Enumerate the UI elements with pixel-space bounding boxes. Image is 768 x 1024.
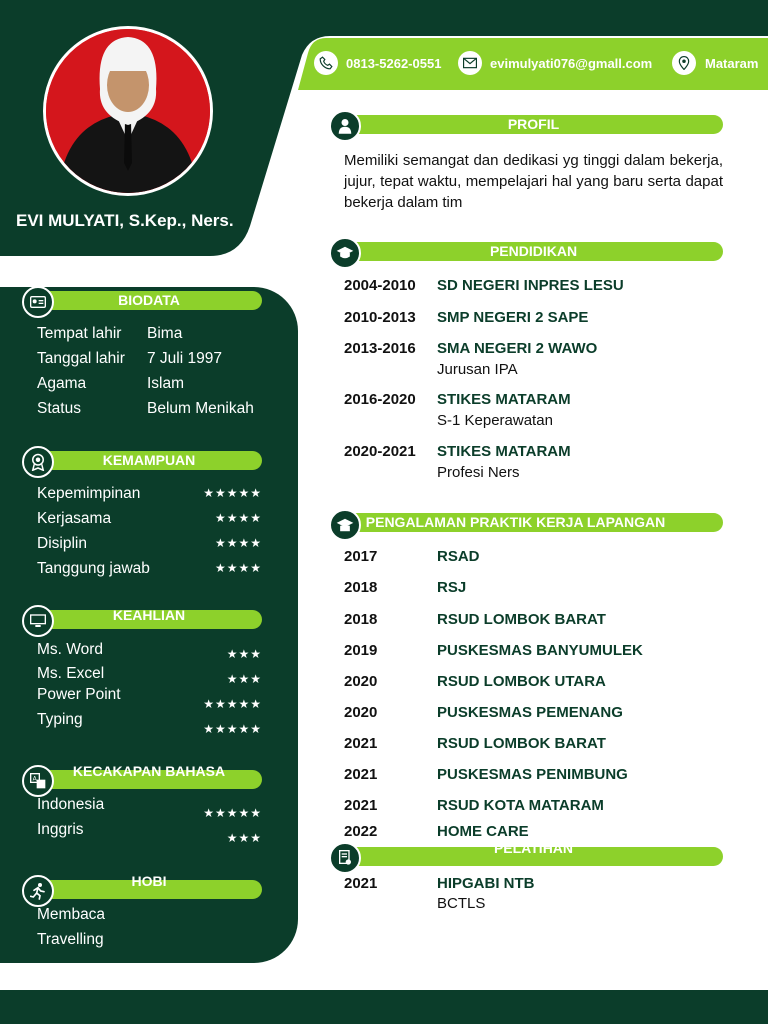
experience-place: RSUD LOMBOK BARAT [437, 735, 606, 752]
experience-place: RSJ [437, 579, 467, 596]
experience-year: 2018 [344, 579, 378, 596]
language-label: Indonesia [37, 796, 105, 813]
education-school: STIKES MATARAM [437, 391, 571, 408]
biodata-label: Agama [37, 375, 87, 392]
expertise-label: Ms. Word [37, 641, 104, 658]
expertise-label: Power Point [37, 686, 121, 703]
education-school: STIKES MATARAM [437, 443, 571, 460]
pelatihan-title: PELATIHAN [493, 840, 574, 856]
training-year: 2021 [344, 875, 378, 892]
pengalaman-title: PENGALAMAN PRAKTIK KERJA LAPANGAN [365, 514, 666, 530]
training-detail: BCTLS [437, 895, 486, 912]
translate-language-icon [22, 765, 54, 797]
experience-year: 2022 [344, 823, 378, 840]
biodata-label: Tempat lahir [37, 325, 122, 342]
experience-place: PUSKESMAS PEMENANG [437, 704, 623, 721]
experience-year: 2017 [344, 548, 378, 565]
certificate-icon [329, 842, 361, 874]
experience-year: 2020 [344, 673, 378, 690]
bahasa-title: KECAKAPAN BAHASA [72, 763, 226, 779]
education-school: SD NEGERI INPRES LESU [437, 277, 624, 294]
education-years: 2013-2016 [344, 340, 416, 357]
location-text: Mataram [705, 55, 759, 71]
education-school: SMP NEGERI 2 SAPE [437, 309, 589, 326]
education-major: S-1 Keperawatan [437, 412, 553, 429]
experience-place: HOME CARE [437, 823, 529, 840]
award-medal-icon [22, 446, 54, 478]
experience-place: RSUD KOTA MATARAM [437, 797, 604, 814]
biodata-label: Tanggal lahir [37, 350, 125, 367]
biodata-value: Islam [147, 375, 185, 392]
star-rating: ★★★★ [214, 511, 262, 525]
experience-place: RSAD [437, 548, 480, 565]
experience-year: 2021 [344, 735, 378, 752]
star-rating: ★★★★★ [203, 486, 262, 500]
star-rating: ★★★★ [214, 536, 262, 550]
briefcase-cap-icon [329, 509, 361, 541]
expertise-label: Typing [37, 711, 83, 728]
experience-place: RSUD LOMBOK UTARA [437, 673, 606, 690]
star-rating: ★★★★ [214, 561, 262, 575]
profile-photo [43, 26, 213, 196]
experience-place: RSUD LOMBOK BARAT [437, 611, 606, 628]
profil-title: PROFIL [507, 116, 560, 132]
hobi-title: HOBI [131, 873, 167, 889]
footer-bar [0, 990, 768, 1024]
id-card-icon [22, 286, 54, 318]
profil-description: Memiliki semangat dan dedikasi yg tinggi dalam bekerja, jujur, tepat waktu, mempelajari hal yang baru serta dapat bekerja dalam tim [344, 152, 723, 211]
hobby-item: Travelling [37, 931, 104, 948]
keahlian-title: KEAHLIAN [112, 607, 186, 623]
skill-label: Disiplin [37, 535, 87, 552]
computer-monitor-icon [22, 605, 54, 637]
education-years: 2020-2021 [344, 443, 416, 460]
skill-label: Tanggung jawab [37, 560, 150, 577]
graduation-cap-icon [329, 237, 361, 269]
education-major: Profesi Ners [437, 464, 520, 481]
expertise-label: Ms. Excel [37, 665, 105, 682]
biodata-value: 7 Juli 1997 [147, 350, 222, 367]
training-name: HIPGABI NTB [437, 875, 535, 892]
location-pin-icon [672, 51, 696, 75]
star-rating: ★★★ [226, 672, 262, 686]
person-user-icon [329, 110, 361, 142]
full-name: EVI MULYATI, S.Kep., Ners. [16, 211, 234, 230]
experience-year: 2019 [344, 642, 378, 659]
skill-label: Kepemimpinan [37, 485, 141, 502]
education-school: SMA NEGERI 2 WAWO [437, 340, 598, 357]
biodata-value: Belum Menikah [147, 400, 254, 417]
hobby-item: Membaca [37, 906, 106, 923]
email-address: evimulyati076@gmall.com [490, 55, 653, 71]
email-contact[interactable] [458, 51, 652, 75]
star-rating: ★★★★★ [203, 722, 262, 736]
star-rating: ★★★ [226, 831, 262, 845]
experience-year: 2020 [344, 704, 378, 721]
experience-year: 2021 [344, 797, 378, 814]
education-major: Jurusan IPA [437, 361, 518, 378]
svg-text:A: A [32, 775, 37, 783]
phone-icon [314, 51, 338, 75]
phone-number: 0813-5262-0551 [346, 55, 442, 71]
education-years: 2016-2020 [344, 391, 416, 408]
education-years: 2010-2013 [344, 309, 416, 326]
email-icon [458, 51, 482, 75]
skill-label: Kerjasama [37, 510, 112, 527]
experience-year: 2021 [344, 766, 378, 783]
star-rating: ★★★★★ [203, 806, 262, 820]
pendidikan-title: PENDIDIKAN [489, 243, 578, 259]
experience-year: 2018 [344, 611, 378, 628]
experience-place: PUSKESMAS PENIMBUNG [437, 766, 628, 783]
kemampuan-title: KEMAMPUAN [102, 452, 196, 468]
biodata-label: Status [37, 400, 81, 417]
biodata-value: Bima [147, 325, 183, 342]
language-label: Inggris [37, 821, 84, 838]
star-rating: ★★★ [226, 647, 262, 661]
experience-place: PUSKESMAS BANYUMULEK [437, 642, 643, 659]
star-rating: ★★★★★ [203, 697, 262, 711]
phone-contact[interactable] [314, 51, 441, 75]
running-person-icon [22, 875, 54, 907]
location-contact [672, 51, 758, 75]
biodata-title: BIODATA [118, 292, 180, 308]
education-years: 2004-2010 [344, 277, 416, 294]
